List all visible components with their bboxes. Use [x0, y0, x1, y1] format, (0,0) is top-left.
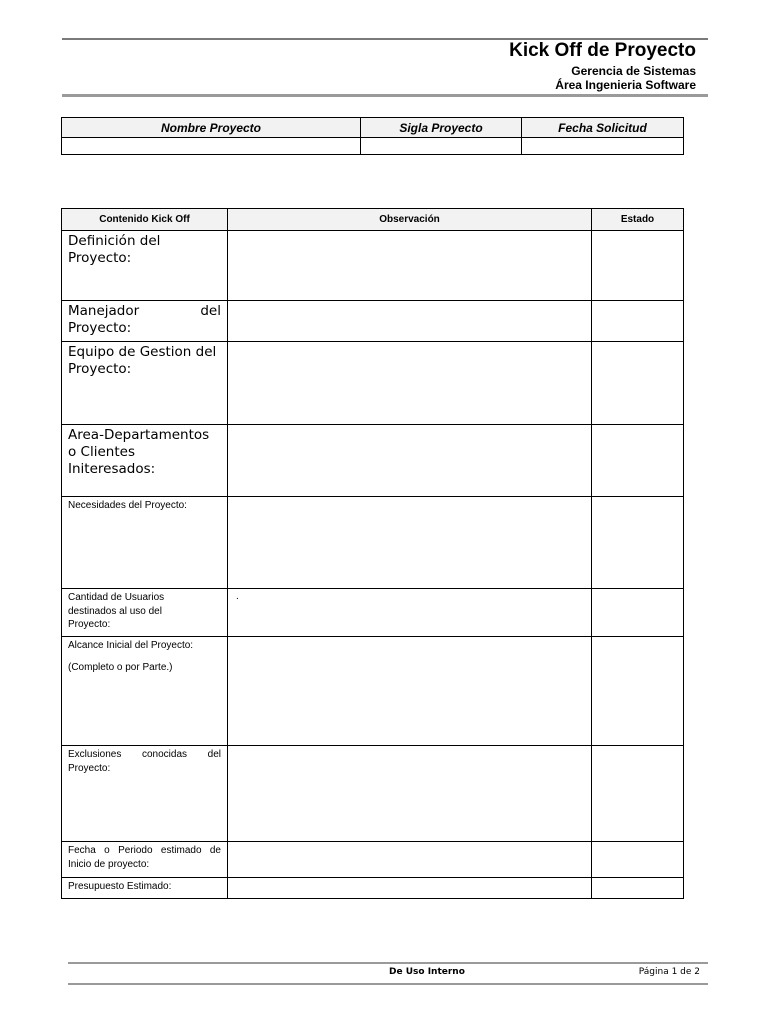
project-info-header-row: [62, 118, 684, 138]
row-label-line: Equipo de Gestion del: [68, 344, 217, 360]
row-label-exclusions: [62, 746, 228, 842]
kickoff-header-row: [62, 209, 684, 231]
row-label-line: Initeresados:: [68, 461, 156, 477]
row-label-project-manager: [62, 301, 228, 342]
status-cell[interactable]: [592, 878, 684, 899]
row-label-line: Proyecto:: [68, 250, 132, 266]
document-subtitle-area: Área Ingenieria Software: [555, 78, 696, 92]
row-label-line: Manejador del: [68, 303, 221, 319]
row-label-initial-scope: [62, 637, 228, 746]
project-info-value-row: [62, 138, 684, 155]
footer-bottom-rule: [68, 983, 708, 985]
request-date-cell[interactable]: [522, 138, 684, 155]
project-info-table: [61, 117, 684, 155]
row-label-line: Proyecto:: [68, 320, 132, 336]
status-cell[interactable]: [592, 342, 684, 425]
row-label-line: Presupuesto Estimado:: [68, 881, 172, 892]
row-label-line: Proyecto:: [68, 361, 132, 377]
row-label-departments: [62, 425, 228, 497]
row-label-line: o Clientes: [68, 444, 135, 460]
footer-classification: De Uso Interno: [389, 967, 465, 977]
table-row: [62, 746, 684, 842]
observation-cell[interactable]: [228, 497, 592, 589]
status-header: Estado: [592, 209, 684, 231]
table-row: [62, 342, 684, 425]
document-subtitle-department: Gerencia de Sistemas: [571, 64, 696, 78]
observation-cell[interactable]: [228, 746, 592, 842]
project-name-header: Nombre Proyecto: [62, 118, 361, 138]
table-row: [62, 497, 684, 589]
header-bottom-rule: [62, 94, 708, 97]
row-label-project-needs: [62, 497, 228, 589]
row-label-line: (Completo o por Parte.): [68, 661, 173, 673]
project-name-cell[interactable]: [62, 138, 361, 155]
observation-cell[interactable]: [228, 878, 592, 899]
table-row: [62, 425, 684, 497]
observation-cell[interactable]: [228, 342, 592, 425]
project-acronym-header: Sigla Proyecto: [361, 118, 522, 138]
row-label-start-date: [62, 842, 228, 878]
row-label-line: Inicio de proyecto:: [68, 858, 150, 870]
observation-cell[interactable]: .: [228, 589, 592, 637]
observation-header: Observación: [228, 209, 592, 231]
row-label-budget: [62, 878, 228, 899]
observation-cell[interactable]: [228, 301, 592, 342]
row-label-line: Cantidad de Usuarios: [68, 592, 165, 603]
table-row: [62, 301, 684, 342]
row-label-line: Proyecto:: [68, 619, 111, 630]
document-title: Kick Off de Proyecto: [509, 40, 696, 61]
row-label-line: Area-Departamentos: [68, 427, 210, 443]
status-cell[interactable]: [592, 425, 684, 497]
footer-page-number: Página 1 de 2: [638, 967, 700, 977]
kickoff-content-table: [61, 208, 684, 899]
observation-cell[interactable]: [228, 425, 592, 497]
status-cell[interactable]: [592, 589, 684, 637]
row-label-line: Definición del: [68, 233, 161, 249]
observation-cell[interactable]: [228, 637, 592, 746]
row-label-line: Alcance Inicial del Proyecto:: [68, 640, 194, 651]
table-row: [62, 589, 684, 637]
status-cell[interactable]: [592, 301, 684, 342]
project-acronym-cell[interactable]: [361, 138, 522, 155]
status-cell[interactable]: [592, 637, 684, 746]
request-date-header: Fecha Solicitud: [522, 118, 684, 138]
row-label-line: Exclusiones conocidas del: [68, 749, 221, 760]
observation-cell[interactable]: [228, 231, 592, 301]
row-label-line: Proyecto:: [68, 762, 111, 774]
row-label-line: Fecha o Periodo estimado de: [68, 845, 221, 856]
status-cell[interactable]: [592, 231, 684, 301]
observation-cell[interactable]: [228, 842, 592, 878]
row-label-line: destinados al uso del: [68, 605, 162, 617]
row-label-project-definition: [62, 231, 228, 301]
row-label-user-count: [62, 589, 228, 637]
row-label-management-team: [62, 342, 228, 425]
table-row: [62, 231, 684, 301]
table-row: [62, 878, 684, 899]
table-row: [62, 842, 684, 878]
content-header: Contenido Kick Off: [62, 209, 228, 231]
status-cell[interactable]: [592, 842, 684, 878]
table-row: [62, 637, 684, 746]
row-label-line: Necesidades del Proyecto:: [68, 500, 187, 511]
status-cell[interactable]: [592, 746, 684, 842]
status-cell[interactable]: [592, 497, 684, 589]
footer-top-rule: [68, 962, 708, 964]
